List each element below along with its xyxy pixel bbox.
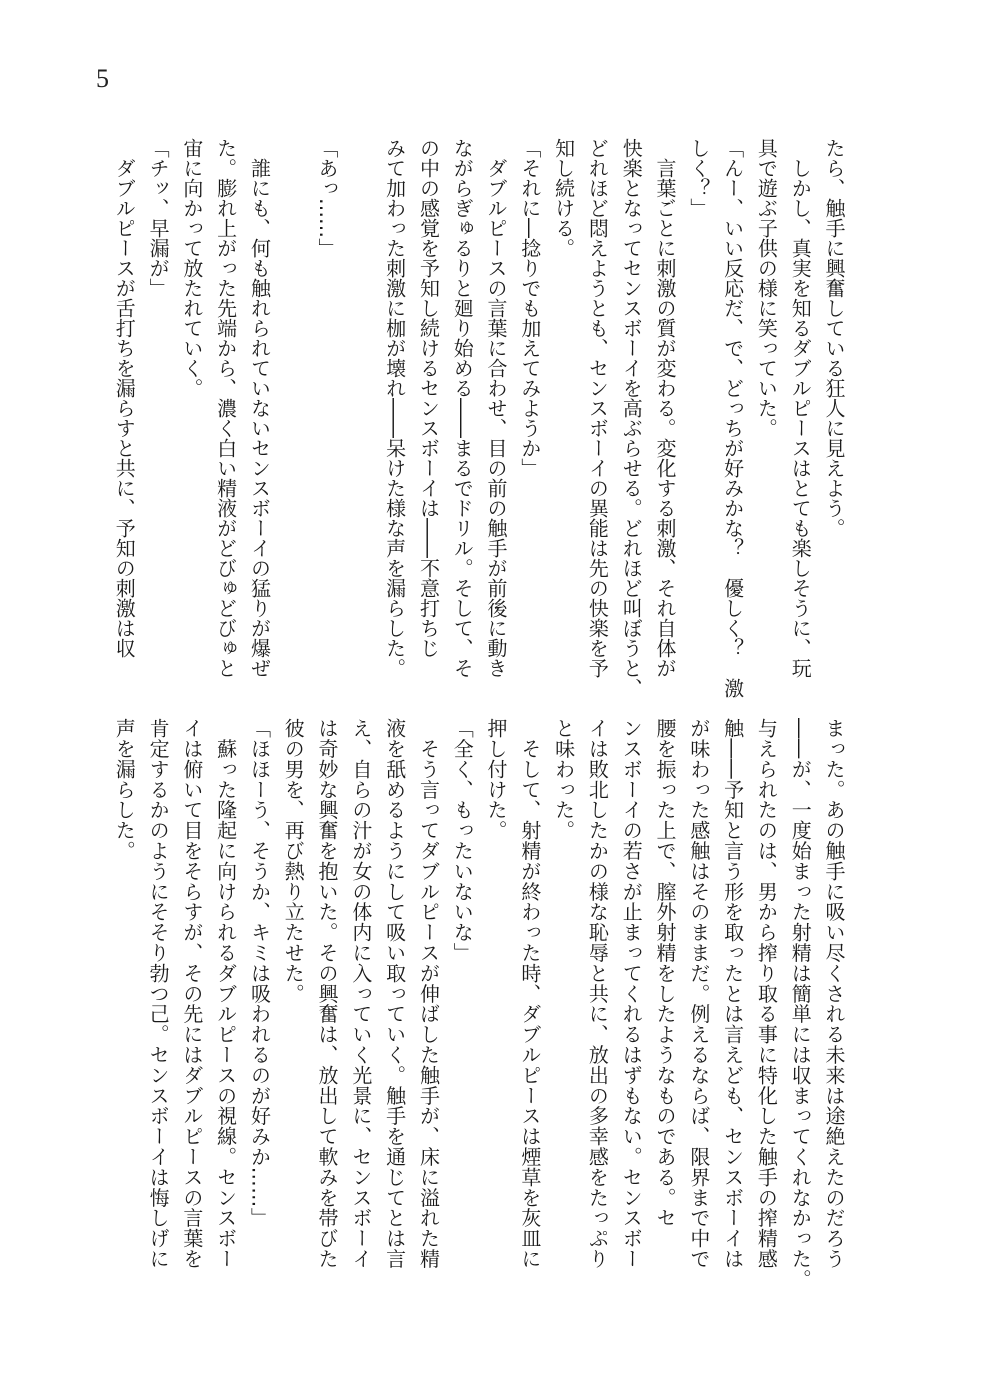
- text-column: たら、触手に興奮している狂人に見えよう。: [822, 138, 846, 538]
- text-column: 「全く、もったいないな」: [450, 718, 475, 963]
- text-column: イは敗北したかの様な恥辱と共に、放出の多幸感をたっぷり: [585, 718, 610, 1269]
- text-column: しかし、真実を知るダブルピースはとても楽しそうに、玩: [788, 138, 813, 678]
- text-column: 触――予知と言う形を取ったとは言えども、センスボーイは: [720, 718, 745, 1269]
- text-column: まった。あの触手に吸い尽くされる未来は途絶えたのだろう: [822, 718, 846, 1269]
- text-column: [343, 138, 377, 698]
- text-block-bottom: [106, 718, 850, 1298]
- text-column: ――が、一度始まった射精は簡単には収まってくれなかった。: [788, 718, 813, 1290]
- text-column: そして、射精が終わった時、ダブルピースは煙草を灰皿に: [517, 718, 542, 1269]
- text-column: 「んー、いい反応だ、で、どっちが好みかな？ 優しく？ 激: [720, 138, 745, 698]
- text-column: ダブルピースの言葉に合わせ、目の前の触手が前後に動き: [484, 138, 509, 678]
- text-column: 具で遊ぶ子供の様に笑っていた。: [754, 138, 779, 438]
- text-column: 肯定するかのようにそそり勃つ己。センスボーイは悔しげに: [146, 718, 171, 1269]
- text-column: イは俯いて目をそらすが、その先にはダブルピースの言葉を: [179, 718, 204, 1269]
- text-block-top: [106, 138, 850, 698]
- text-column: 「ほほーう、そうか、キミは吸われるのが好みか……」: [247, 718, 272, 1228]
- text-column: ダブルピースが舌打ちを漏らすと共に、予知の刺激は収: [112, 138, 137, 658]
- text-column: ながらぎゅるりと廻り始める――まるでドリル。そして、そ: [450, 138, 475, 678]
- text-column: 宙に向かって放たれていく。: [179, 138, 204, 398]
- text-column: 「それに―捻りでも加えてみようか」: [517, 138, 542, 478]
- page-number: 5: [96, 64, 109, 93]
- text-column: ンスボーイの若さが止まってくれるはずもない。センスボー: [619, 718, 644, 1269]
- text-column: 声を漏らした。: [112, 718, 137, 861]
- text-column: た。膨れ上がった先端から、濃く白い精液がどびゅどびゅと: [213, 138, 238, 678]
- text-column: の中の感覚を予知し続けるセンスボーイは――不意打ちじ: [416, 138, 441, 658]
- text-column: 言葉ごとに刺激の質が変わる。変化する刺激、それ自体が: [653, 138, 678, 678]
- text-column: 「あっ……」: [315, 138, 340, 258]
- text-column: 誰にも、何も触れられていないセンスボーイの猛りが爆ぜ: [247, 138, 272, 678]
- text-column: え、自らの汁が女の体内に入っていく光景に、センスボーイ: [348, 718, 373, 1269]
- text-column: 知し続ける。: [551, 138, 576, 258]
- text-column: 蘇った隆起に向けられるダブルピースの視線。センスボー: [213, 718, 238, 1269]
- text-column: どれほど悶えようとも、センスボーイの異能は先の快楽を予: [585, 138, 610, 678]
- text-column: と味わった。: [551, 718, 576, 841]
- text-column: そう言ってダブルピースが伸ばした触手が、床に溢れた精: [416, 718, 441, 1269]
- text-column: [275, 138, 309, 698]
- text-column: しく？」: [686, 138, 711, 218]
- text-column: 腰を振った上で、膣外射精をしたようなものである。セ: [653, 718, 678, 1228]
- text-column: が味わった感触はそのままだ。例えるならば、限界まで中で: [686, 718, 711, 1269]
- text-column: 「チッ、早漏が」: [146, 138, 171, 298]
- text-column: 与えられたのは、男から搾り取る事に特化した触手の搾精感: [754, 718, 779, 1269]
- text-column: 液を舐めるようにして吸い取っていく。触手を通じてとは言: [382, 718, 407, 1269]
- text-column: みて加わった刺激に枷が壊れ――呆けた様な声を漏らした。: [382, 138, 407, 678]
- text-column: は奇妙な興奮を抱いた。その興奮は、放出して軟みを帯びた: [315, 718, 340, 1269]
- text-column: 快楽となってセンスボーイを高ぶらせる。どれほど叫ぼうと、: [619, 138, 644, 698]
- text-column: 彼の男を、再び熱り立たせた。: [281, 718, 306, 1004]
- text-column: 押し付けた。: [484, 718, 509, 841]
